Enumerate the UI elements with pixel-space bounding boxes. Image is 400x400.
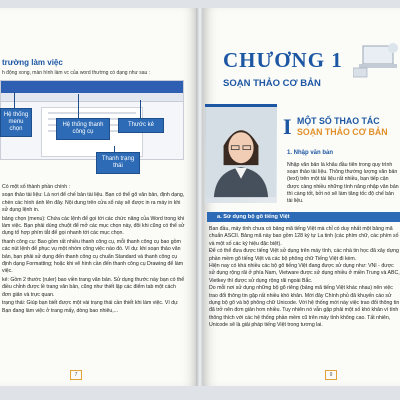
- right-paragraph: Để có thể đưa được tiếng Việt sử dụng trên máy tính, các nhà tin học đã xây dựng phần mềm gõ tiếng Việt và các bộ phông chữ Tiếng Việt đi kèm.: [209, 248, 399, 262]
- right-body-text: [209, 226, 400, 330]
- left-paragraph: trạng thái: Giúp bạn biết được một vài trạng thái cần thiết khi làm việc. Ví dụ: Bạn đang làm việc ở trang mấy, dòng bao nhiêu,...: [2, 300, 179, 314]
- callout-toolbar: Hệ thống thanh công cụ: [56, 118, 110, 140]
- left-paragraph: Có một số thành phần chính :: [2, 184, 71, 190]
- chapter-subtitle: SOẠN THẢO CƠ BẢN: [223, 78, 321, 89]
- subheading-bar: [207, 212, 400, 222]
- section-title-line1: MỘT SỐ THAO TÁC: [297, 116, 380, 126]
- left-page: [0, 8, 197, 386]
- callout-menu: Hệ thống menu chọn: [0, 108, 32, 137]
- right-page-number: 9: [325, 370, 337, 380]
- laptop-illustration-icon: [353, 38, 400, 78]
- author-photo: [205, 104, 277, 203]
- left-paragraph: thanh công cụ: Bao gồm rất nhiều thanh công cụ, mỗi thanh công cụ bao gồm các nút lệnh để phục vụ một nhóm công việc nào đó. Ví dụ: khi soạn thảo văn bản, bạn phải sử dụng đến thanh công cụ chuẩn Standard và thanh công cụ định dạng Formatting; hoặc khi vẽ hình cần đến thanh công cụ Drawing để làm việc.: [2, 238, 184, 275]
- callout-status-bar: Thanh trạng thái: [96, 152, 140, 174]
- right-paragraph: Do mỗi nơi sử dụng những bộ gõ riêng (bảng mã tiếng Việt khác nhau) nên việc trao đổi thông tin gặp rất nhiều khó khăn. Mới đây Chính phủ đã khuyến cáo sử dụng bộ gõ và bộ phông chữ Unicode. Với hệ thống mới này việc trao đổi thông tin đã trở nên đơn giản hơn nhiều. Tuy nhiên nó vẫn gặp phải một số khó khăn vì tính thông thích với các hệ thống phần mềm cũ trên máy tính không cao. Tất nhiên, Unicode sẽ là giải pháp tiếng Việt trong tương lai.: [209, 285, 400, 329]
- callout-arrow-menu: [14, 92, 15, 108]
- subsection-title: 1. Nhập văn bản: [287, 150, 334, 156]
- subheading-bar-label: a. Sử dụng bộ gõ tiếng Việt: [217, 214, 290, 220]
- left-paragraph: kẻ: Gồm 2 thước (ruler) bao viền trang văn bản. Sử dụng thước này bạn có thể điều chỉnh được lề trang văn bản, cũng như thiết lập các điểm tab một cách đơn giản và trực quan.: [2, 276, 185, 298]
- right-paragraph: Hiện nay có khá nhiều các bộ gõ tiếng Việt đang được sử dụng như: VNI - được sử dụng rộng rãi ở phía Nam, Vietware được sử dụng nhiều ở miền Trung và ABC, Vietkey thì được sử dụng rộng rãi ngoài Bắc.: [209, 263, 400, 284]
- callout-arrow-toolbar: [78, 94, 79, 118]
- left-body-text: [2, 184, 186, 316]
- right-page: [203, 8, 400, 386]
- section-roman-numeral: I: [283, 114, 292, 139]
- right-paragraph: Ban đầu, máy tính chưa có bảng mã tiếng Việt mà chỉ có duy nhất một bảng mã chuẩn ASCII. Bảng mã này bao gồm 128 ký tự La tinh (các phím chữ, các phím số và một số các ký hiệu đặc biệt).: [209, 226, 399, 247]
- chapter-title: CHƯƠNG 1: [223, 48, 343, 72]
- left-paragraph: soạn thảo tài liệu: Là nơi để chế bản tài liệu. Bạn có thể gõ văn bản, định dạng, chèn các hình ảnh lên đây. Nội dung trên cửa sổ này sẽ được in ra máy in khi sử dụng lệnh in.: [2, 192, 185, 214]
- word-title-ribbon: [1, 81, 183, 93]
- word-toolbar-strip: [1, 93, 183, 102]
- left-section-title: trường làm việc: [2, 58, 63, 67]
- left-paragraph: bảng chọn (menu): Chứa các lệnh để gọi tới các chức năng của Word trong khi làm việc. Bạn phải dùng chuột để mở các mục chọn này, đôi khi cũng có thể sử dụng tổ hợp phím tắt để gọi nhanh tới các mục chọn.: [2, 215, 185, 237]
- subsection-intro-text: Nhập văn bản là khâu đầu tiên trong quy trình soạn thảo tài liệu. Thông thường lượng văn bản (text) trên một tài liệu rất nhiều, bạn tiếp cận được càng nhiều những tính năng nhập văn bản thì càng tốt, bởi nó sẽ làm tăng tốc độ chế bản tài liệu.: [287, 162, 399, 205]
- callout-ruler: Thước kẻ: [118, 118, 164, 133]
- section-title-line2: SOẠN THẢO CƠ BẢN: [297, 127, 388, 137]
- left-section-subtitle: h động xong, màn hình làm vc của word thường có dạng như sau :: [2, 70, 151, 76]
- person-portrait-icon: [205, 107, 277, 200]
- callout-arrow-ruler: [140, 100, 141, 118]
- left-page-number: 7: [70, 370, 82, 380]
